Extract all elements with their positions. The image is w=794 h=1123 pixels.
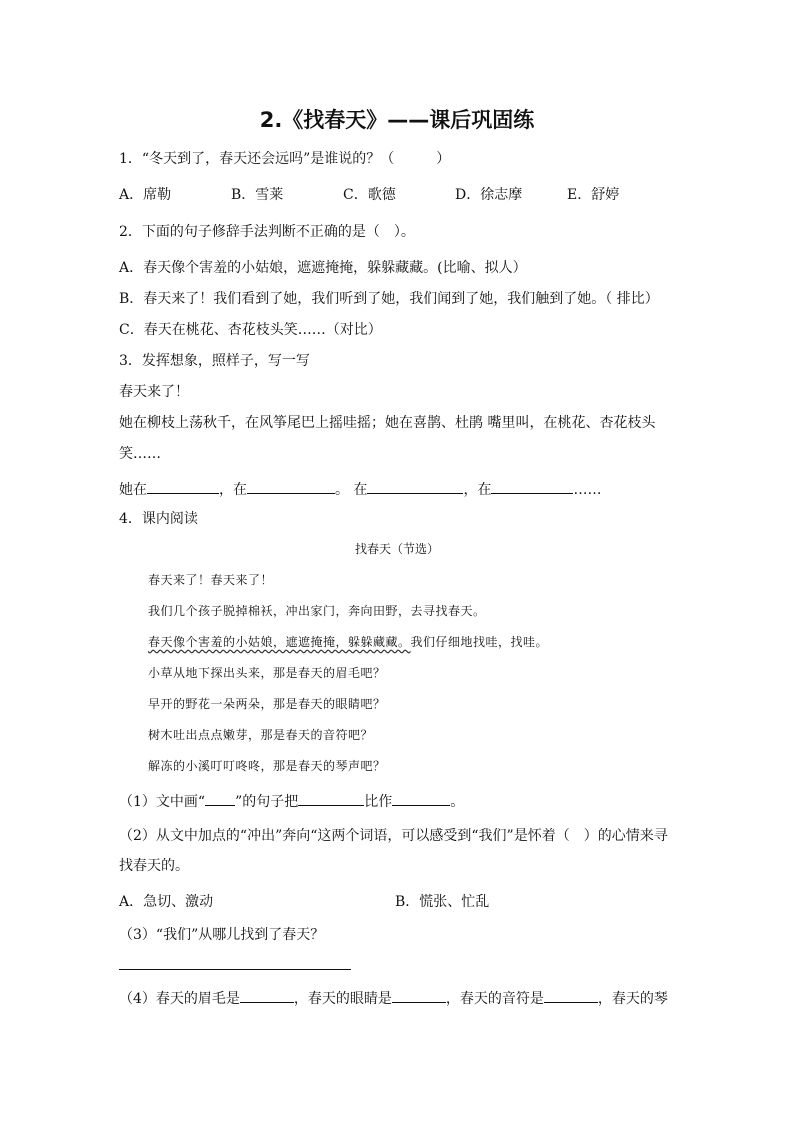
q1-options [119, 186, 619, 204]
q3-blank-2[interactable] [247, 479, 335, 494]
q4-sub2-option-b: B．慌张、忙乱 [395, 894, 490, 910]
sub1-marker-line [205, 791, 235, 806]
sub4-text-4: ，春天的琴 [597, 991, 668, 1007]
sub4-blank-1[interactable] [240, 988, 294, 1003]
q3-example-line1: 春天来了！ [119, 384, 189, 400]
q1-option-e: E．舒婷 [567, 187, 620, 203]
sub1-blank-1[interactable] [298, 791, 364, 806]
q2-option-b: B．春天来了！我们看到了她，我们听到了她，我们闻到了她，我们触到了她。（ 排比） [119, 291, 659, 307]
q1-option-b: B．雪莱 [231, 187, 284, 203]
q3-example-line3: 笑…… [119, 446, 161, 462]
q3-question: 3．发挥想象，照样子，写一写 [119, 353, 310, 369]
passage-title: 找春天（节选） [354, 542, 439, 556]
q4-sub4 [119, 988, 668, 1008]
q2-option-a: A．春天像个害羞的小姑娘，遮遮掩掩，躲躲藏藏。(比喻、拟人） [119, 260, 527, 276]
passage-line [148, 634, 548, 650]
q1-question: 1．“冬天到了，春天还会远吗”是谁说的？（ ） [119, 151, 451, 167]
q4-sub1 [119, 791, 464, 811]
q4-sub2-line1: （2）从文中加点的“冲出”奔向“这两个词语，可以感受到“我们”是怀着（ ）的心情来寻 [119, 828, 668, 844]
q4-sub3: （3）“我们”从哪儿找到了春天？ [119, 927, 325, 943]
passage-line-rest: 我们仔细地找哇，找哇。 [410, 635, 549, 649]
q3-fill-text-2: ，在 [219, 482, 247, 498]
q3-fill-text-1: 她在 [119, 482, 147, 498]
q3-fill-text-3: 。 在 [335, 482, 368, 498]
passage-line: 我们几个孩子脱掉棉袄，冲出家门，奔向田野，去寻找春天。 [148, 604, 486, 618]
sub1-blank-2[interactable] [392, 791, 450, 806]
q4-sub2-option-a: A．急切、激动 [119, 894, 214, 910]
sub4-text-3: ，春天的音符是 [445, 991, 544, 1007]
passage-line: 早开的野花一朵两朵，那是春天的眼睛吧？ [148, 697, 386, 711]
q1-option-d: D．徐志摩 [455, 187, 523, 203]
sub3-answer-line[interactable] [119, 969, 351, 970]
q3-example-line2: 她在柳枝上荡秋千，在风筝尾巴上摇哇摇；她在喜鹊、杜鹃 嘴里叫，在桃花、杏花枝头 [119, 415, 656, 431]
sub4-text-2: ，春天的眼睛是 [293, 991, 392, 1007]
passage-line: 小草从地下探出头来，那是春天的眉毛吧？ [148, 666, 386, 680]
q2-option-c: C．春天在桃花、杏花枝头笑……（对比） [119, 322, 382, 338]
page-title: 2.《找春天》——课后巩固练 [259, 108, 535, 132]
q3-blank-4[interactable] [491, 479, 573, 494]
sub1-text-3: 比作 [364, 794, 393, 810]
sub4-text-1: （4）春天的眉毛是 [119, 991, 240, 1007]
sub4-blank-3[interactable] [544, 988, 598, 1003]
sub1-text-1: （1）文中画“ [119, 794, 206, 810]
q4-heading: 4．课内阅读 [119, 511, 198, 527]
sub4-blank-2[interactable] [392, 988, 446, 1003]
wavy-underlined-sentence: 春天像个害羞的小姑娘，遮遮掩掩，躲躲藏藏。 [148, 635, 411, 649]
passage-line: 树木吐出点点嫩芽，那是春天的音符吧？ [148, 728, 374, 742]
passage-line: 春天来了！春天来了！ [148, 573, 274, 587]
q3-fill-line [119, 479, 601, 499]
q3-blank-1[interactable] [147, 479, 219, 494]
q1-option-a: A．席勒 [119, 187, 172, 203]
q3-fill-text-5: …… [573, 482, 602, 498]
sub1-text-4: 。 [450, 794, 465, 810]
q2-question: 2．下面的句子修辞手法判断不正确的是（ ）。 [119, 224, 415, 240]
q4-sub2-line2: 找春天的。 [119, 858, 189, 874]
q3-blank-3[interactable] [367, 479, 463, 494]
q3-fill-text-4: ，在 [463, 482, 492, 498]
passage-line: 解冻的小溪叮叮咚咚，那是春天的琴声吧？ [148, 759, 386, 773]
sub1-text-2: ”的句子把 [235, 794, 299, 810]
q1-option-c: C．歌德 [343, 187, 396, 203]
